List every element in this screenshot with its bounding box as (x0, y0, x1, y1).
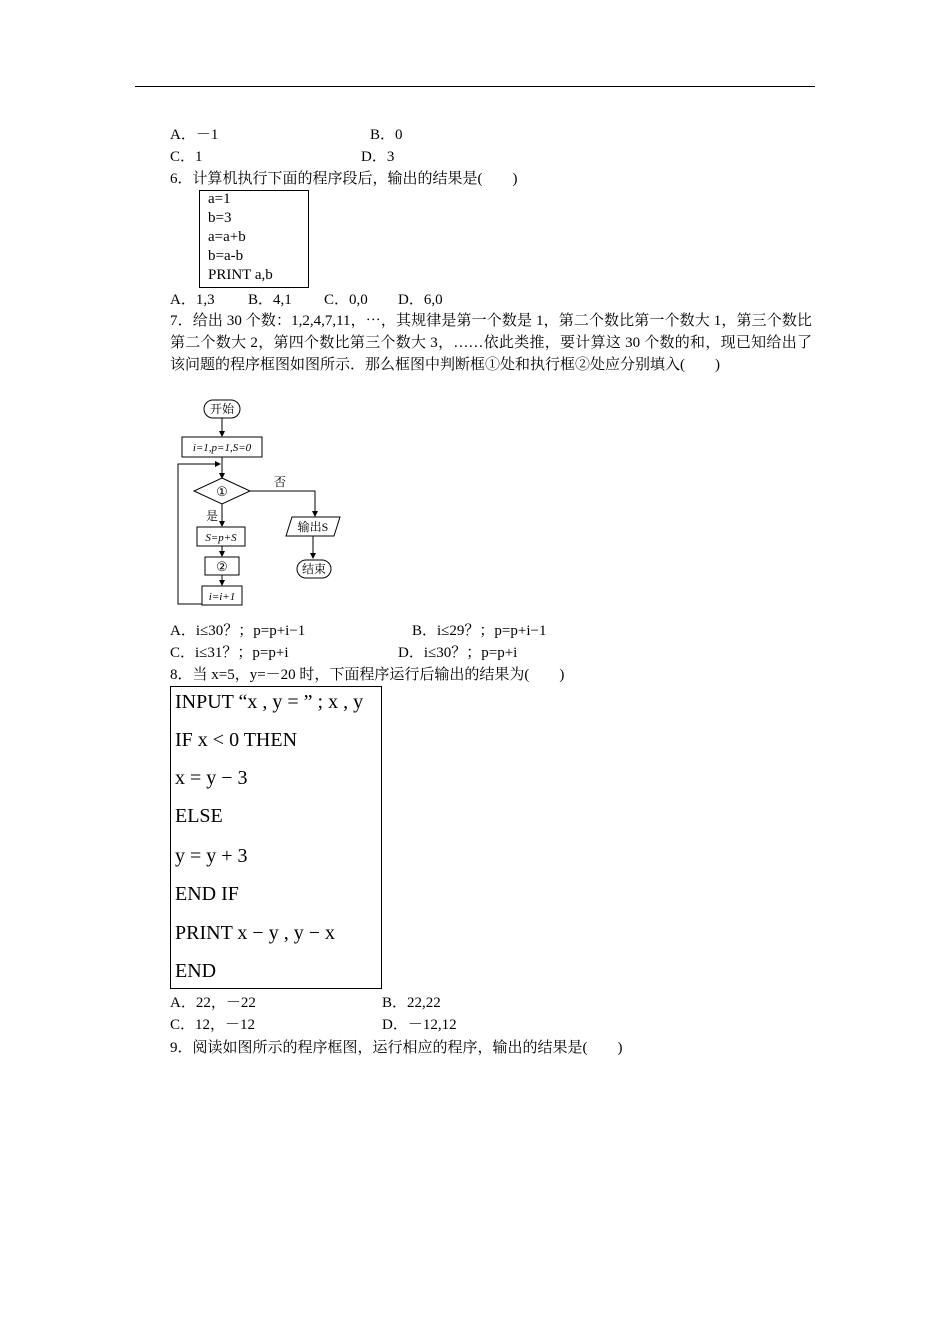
q8-code-line: PRINT x − y , y − x (175, 922, 335, 944)
q7-option-d: D．i≤30？；p=p+i (398, 645, 518, 661)
q6-option-d: D．6,0 (398, 292, 443, 308)
fc-output-label: 输出S (297, 520, 329, 534)
q9-stem: 9．阅读如图所示的程序框图，运行相应的程序，输出的结果是( ) (170, 1040, 623, 1056)
fc-start-label: 开始 (209, 402, 235, 416)
q8-option-c: C．12，－12 (170, 1017, 256, 1033)
fc-no-label: 否 (273, 475, 287, 489)
q6-code-line: b=3 (208, 210, 232, 226)
q6-code-box (199, 190, 309, 288)
fc-decision-label: ① (216, 484, 228, 499)
fc-init-label: i=1,p=1,S=0 (192, 442, 252, 454)
q6-option-c: C．0,0 (324, 292, 368, 308)
q5-option-c: C．1 (170, 149, 203, 165)
fc-yes-label: 是 (205, 509, 219, 523)
q8-code-box (170, 686, 382, 989)
q6-code-line: a=1 (208, 191, 231, 207)
q8-stem: 8．当 x=5，y=－20 时，下面程序运行后输出的结果为( ) (170, 667, 565, 683)
q6-code-line: a=a+b (208, 229, 246, 245)
q8-option-b: B．22,22 (382, 995, 441, 1011)
fc-end-label: 结束 (301, 562, 327, 576)
q8-code-line: IF x < 0 THEN (175, 729, 298, 751)
q7-option-c: C．i≤31？；p=p+i (170, 645, 289, 661)
fc-sum-label: S=p+S (205, 532, 237, 544)
q6-option-b: B．4,1 (248, 292, 292, 308)
fc-step2-label: ② (216, 559, 228, 574)
q6-code-line: b=a-b (208, 248, 244, 264)
q6-option-a: A．1,3 (170, 292, 215, 308)
fc-inc-label: i=i+1 (208, 591, 236, 603)
q7-stem: 7．给出 30 个数：1,2,4,7,11，⋯，其规律是第一个数是 1，第二个数比第一个数大 1，第三个数比第二个数大 2，第四个数比第三个数大 3，……依此类推，要计算这 30 个数的和，现已知给出了该问题的程序框图如图所示．那么框图中判断框①处和执行框②处应分别填入( ) (170, 313, 812, 373)
header-rule (135, 86, 815, 87)
q8-code-line: x = y − 3 (175, 767, 248, 789)
q8-code-line: y = y + 3 (175, 845, 248, 867)
q8-code-line: END IF (175, 883, 239, 905)
q7-option-a: A．i≤30？；p=p+i−1 (170, 623, 306, 639)
q7-option-b: B．i≤29？；p=p+i−1 (412, 623, 547, 639)
q8-option-d: D．－12,12 (382, 1017, 457, 1033)
q5-option-b: B．0 (370, 127, 403, 143)
q8-code-line: ELSE (175, 805, 223, 827)
q8-code-line: INPUT “x , y = ” ; x , y (175, 691, 364, 713)
q7-flowchart (170, 396, 350, 618)
q8-code-line: END (175, 960, 217, 982)
q8-option-a: A．22，－22 (170, 995, 256, 1011)
q5-option-a: A．－1 (170, 127, 219, 143)
q6-stem: 6．计算机执行下面的程序段后，输出的结果是( ) (170, 171, 518, 187)
q5-option-d: D．3 (361, 149, 395, 165)
q6-code-line: PRINT a,b (208, 267, 273, 283)
